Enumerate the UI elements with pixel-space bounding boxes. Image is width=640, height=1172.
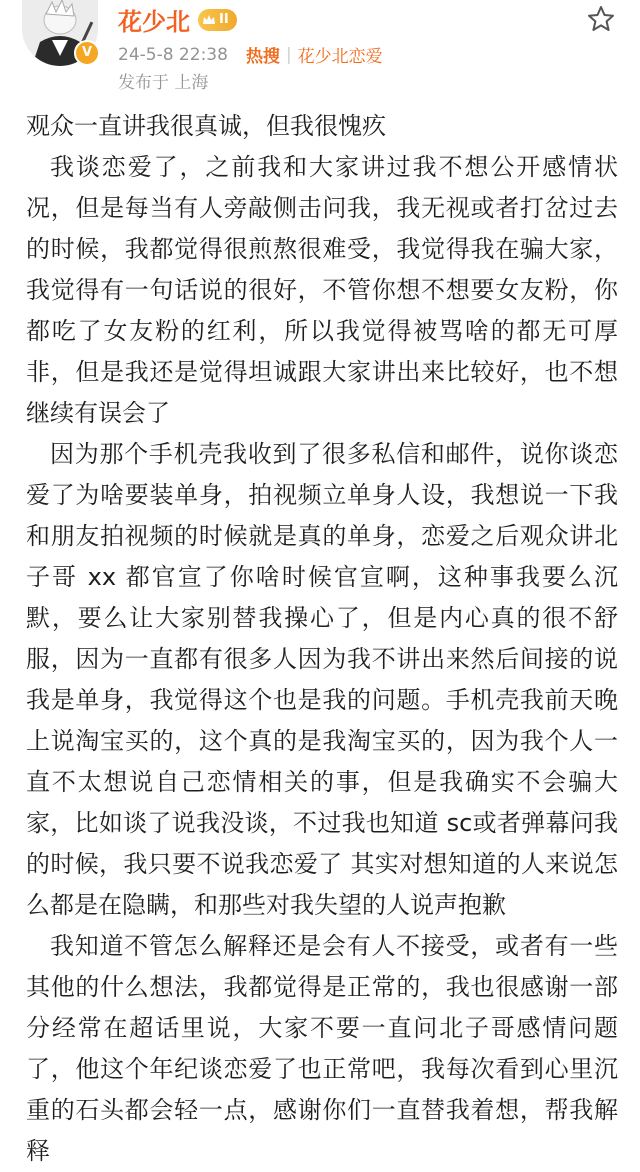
- username[interactable]: 花少北: [118, 8, 190, 36]
- post-title-line: 观众一直讲我很真诚，但我很愧疚: [26, 112, 386, 140]
- username-row: [118, 2, 237, 37]
- level-badge: [198, 9, 237, 31]
- hot-search-tag[interactable]: 热搜: [245, 47, 280, 67]
- level-badge-text: II: [219, 12, 229, 27]
- post-meta: [118, 42, 383, 67]
- post-paragraph-1: 我谈恋爱了，之前我和大家讲过我不想公开感情状况，但是每当有人旁敲侧击问我，我无视或者打岔过去的时候，我都觉得很煎熬很难受，我觉得我在骗大家，我觉得有一句话说的很好，不管你想不想要女友粉，你都吃了女友粉的红利，所以我觉得被骂啥的都无可厚非，但是我还是觉得坦诚跟大家讲出来比较好，也不想继续有误会了: [26, 153, 618, 427]
- favorite-star-icon[interactable]: [586, 4, 616, 34]
- post-paragraph-3: 我知道不管怎么解释还是会有人不接受，或者有一些其他的什么想法，我都觉得是正常的，我也很感谢一部分经常在超话里说，大家不要一直问北子哥感情问题了，他这个年纪谈恋爱了也正常吧，我每次看到心里沉重的石头都会轻一点，感谢你们一直替我着想，帮我解释: [26, 932, 618, 1165]
- post-header: [0, 0, 640, 100]
- verified-badge-icon: V: [74, 40, 100, 66]
- timestamp: 24-5-8 22:38: [118, 44, 228, 65]
- meta-separator: |: [285, 44, 292, 65]
- post-body: [26, 106, 618, 1172]
- topic-link[interactable]: 花少北恋爱: [297, 47, 383, 67]
- post-location: 发布于 上海: [118, 73, 209, 93]
- crown-icon: [202, 14, 216, 26]
- post-paragraph-2: 因为那个手机壳我收到了很多私信和邮件，说你谈恋爱了为啥要装单身，拍视频立单身人设，我想说一下我和朋友拍视频的时候就是真的单身，恋爱之后观众讲北子哥 xx 都官宣了你啥时候官宣啊，这种事我要么沉默，要么让大家别替我操心了，但是内心真的很不舒服，因为一直都有很多人因为我不讲出来然后间接的说我是单身，我觉得这个也是我的问题。手机壳我前天晚上说淘宝买的，这个真的是我淘宝买的，因为我个人一直不太想说自己恋情相关的事，但是我确实不会骗大家，比如谈了说我没谈，不过我也知道 sc或者弹幕问我的时候，我只要不说我恋爱了 其实对想知道的人来说怎么都是在隐瞒，和那些对我失望的人说声抱歉: [26, 440, 618, 919]
